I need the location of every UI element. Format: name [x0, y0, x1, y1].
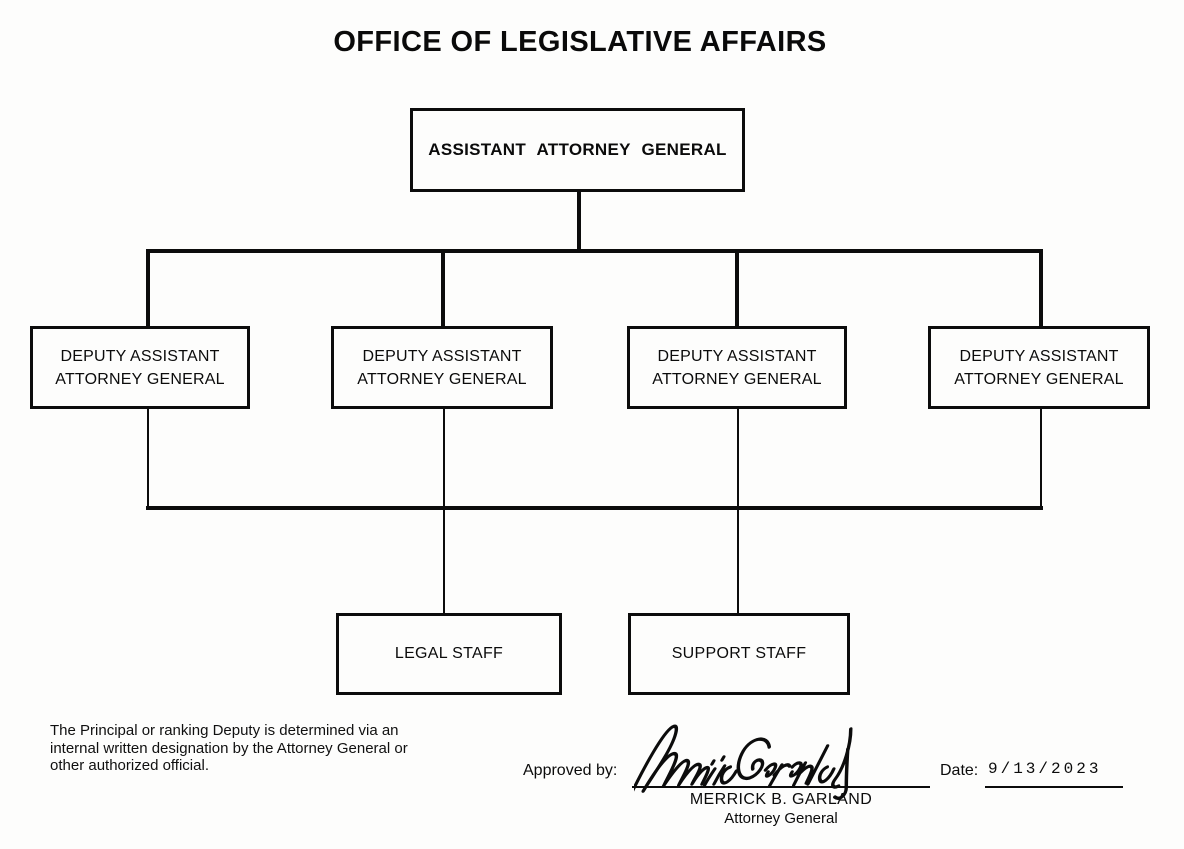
signature-merrick-garland — [634, 720, 892, 802]
org-box-label: DEPUTY ASSISTANT ATTORNEY GENERAL — [652, 347, 822, 388]
connector-deputy-2-down — [443, 408, 445, 508]
date-label: Date: — [940, 762, 979, 779]
connector-drop-legal-staff — [443, 510, 445, 614]
org-box-label: DEPUTY ASSISTANT ATTORNEY GENERAL — [55, 347, 225, 388]
connector-root-vertical — [577, 192, 581, 251]
connector-drop-deputy-1 — [146, 251, 150, 327]
org-box-label: DEPUTY ASSISTANT ATTORNEY GENERAL — [954, 347, 1124, 388]
org-box-deputy-1 — [30, 326, 250, 409]
org-box-deputy-4 — [928, 326, 1150, 409]
org-box-deputy-3 — [627, 326, 847, 409]
page-title: OFFICE OF LEGISLATIVE AFFAIRS — [333, 26, 827, 58]
connector-deputy-3-down — [737, 408, 739, 508]
connector-drop-deputy-2 — [441, 251, 445, 327]
footnote: The Principal or ranking Deputy is determined via an internal written designation by the Attorney General or other authorized official. — [50, 722, 408, 775]
signer-title: Attorney General — [724, 810, 838, 827]
connector-upper-horizontal — [146, 249, 1043, 253]
connector-deputy-4-down — [1040, 408, 1042, 508]
connector-drop-deputy-4 — [1039, 251, 1043, 327]
date-value: 9/13/2023 — [988, 760, 1102, 778]
org-box-label: SUPPORT STAFF — [671, 645, 807, 662]
org-box-deputy-2 — [331, 326, 553, 409]
connector-deputy-1-down — [147, 408, 149, 508]
org-box-legal-staff — [336, 613, 562, 695]
org-box-label: DEPUTY ASSISTANT ATTORNEY GENERAL — [357, 347, 527, 388]
org-box-label: LEGAL STAFF — [394, 645, 504, 662]
signer-name: MERRICK B. GARLAND — [689, 791, 873, 808]
org-box-assistant-attorney-general — [410, 108, 745, 192]
date-line — [985, 786, 1123, 788]
org-box-support-staff — [628, 613, 850, 695]
connector-lower-horizontal — [146, 506, 1043, 510]
connector-drop-support-staff — [737, 510, 739, 614]
org-box-label: ASSISTANT ATTORNEY GENERAL — [428, 140, 727, 159]
connector-drop-deputy-3 — [735, 251, 739, 327]
approved-by-label: Approved by: — [523, 762, 618, 779]
